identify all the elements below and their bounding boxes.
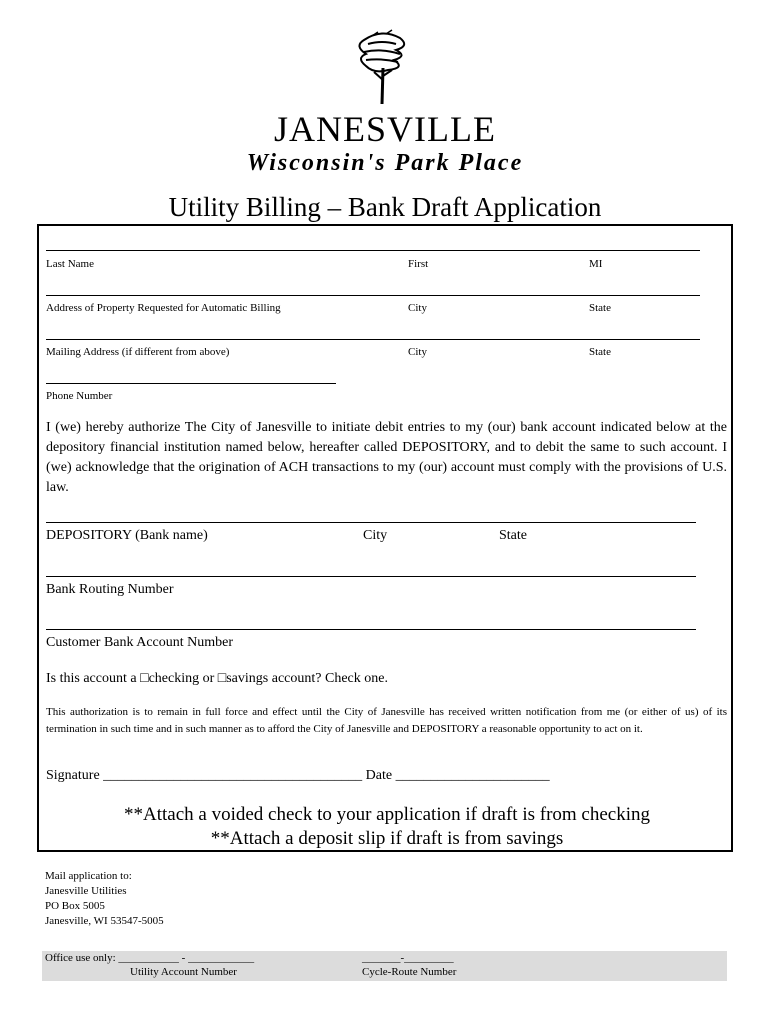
cycle-route-field[interactable]: _______-_________ (362, 952, 454, 964)
mailing-line[interactable] (46, 339, 700, 340)
depository-state-label: State (499, 528, 527, 543)
address-state-label: State (589, 302, 611, 314)
terms-text: This authorization is to remain in full force and effect until the City of Janesville has received written notification from me (or either of us) of its termination in such time and in such manner as to afford the City of Janesville and DEPOSITORY a reasonable opportunity to act on it. (46, 706, 727, 735)
savings-checkbox[interactable]: □ (217, 671, 227, 686)
application-form (37, 224, 733, 852)
mail-line-2: PO Box 5005 (45, 900, 105, 912)
cycle-route-caption: Cycle-Route Number (362, 966, 457, 978)
signature-date-line[interactable]: Signature _____________________________________ Date ______________________ (46, 768, 550, 783)
mailing-state-label: State (589, 346, 611, 358)
account-type-prefix: Is this account a (46, 671, 137, 686)
utility-account-caption: Utility Account Number (130, 966, 237, 978)
depository-label: DEPOSITORY (Bank name) (46, 528, 208, 543)
brand-tagline: Wisconsin's Park Place (246, 150, 524, 176)
mailing-city-label: City (408, 346, 427, 358)
savings-label: savings account? Check one. (226, 671, 388, 686)
phone-label: Phone Number (46, 390, 113, 402)
address-line[interactable] (46, 295, 700, 296)
routing-label: Bank Routing Number (46, 582, 174, 597)
phone-line[interactable] (46, 383, 336, 384)
attach-checking-note: **Attach a voided check to your application if draft is from checking (123, 804, 651, 825)
brand-name: JANESVILLE (274, 109, 496, 149)
office-use-label: Office use only: ___________ - ____________ (45, 952, 255, 964)
account-type-question (46, 671, 388, 687)
account-line[interactable] (46, 629, 696, 630)
mailing-address-label: Mailing Address (if different from above) (46, 346, 230, 358)
mail-line-3: Janesville, WI 53547-5005 (45, 915, 164, 927)
depository-line[interactable] (46, 522, 696, 523)
mail-line-1: Janesville Utilities (45, 885, 127, 897)
checking-checkbox[interactable]: □ (140, 671, 149, 686)
janesville-tree-logo (352, 28, 412, 104)
authorization-text: I (we) hereby authorize The City of Janesville to initiate debit entries to my (our) bank account indicated below at the depository financial institution named below, hereafter called DEPOSITORY, and to debit the same to such account. I (we) acknowledge that the origination of ACH transactions to my (our) account must comply with the provisions of U.S. law. (46, 420, 727, 495)
last-name-label: Last Name (46, 258, 94, 270)
mi-label: MI (589, 258, 603, 270)
page-title: Utility Billing – Bank Draft Application (168, 192, 602, 222)
mail-heading: Mail application to: (45, 870, 132, 882)
address-label: Address of Property Requested for Automatic Billing (46, 302, 281, 314)
office-use-section (42, 951, 727, 981)
name-line[interactable] (46, 250, 700, 251)
account-label: Customer Bank Account Number (46, 635, 234, 650)
mail-address-block (45, 869, 164, 929)
attach-savings-note: **Attach a deposit slip if draft is from savings (210, 828, 564, 849)
routing-line[interactable] (46, 576, 696, 577)
checking-label: checking or (148, 671, 215, 686)
depository-city-label: City (363, 528, 388, 543)
address-city-label: City (408, 302, 427, 314)
first-name-label: First (408, 258, 429, 270)
